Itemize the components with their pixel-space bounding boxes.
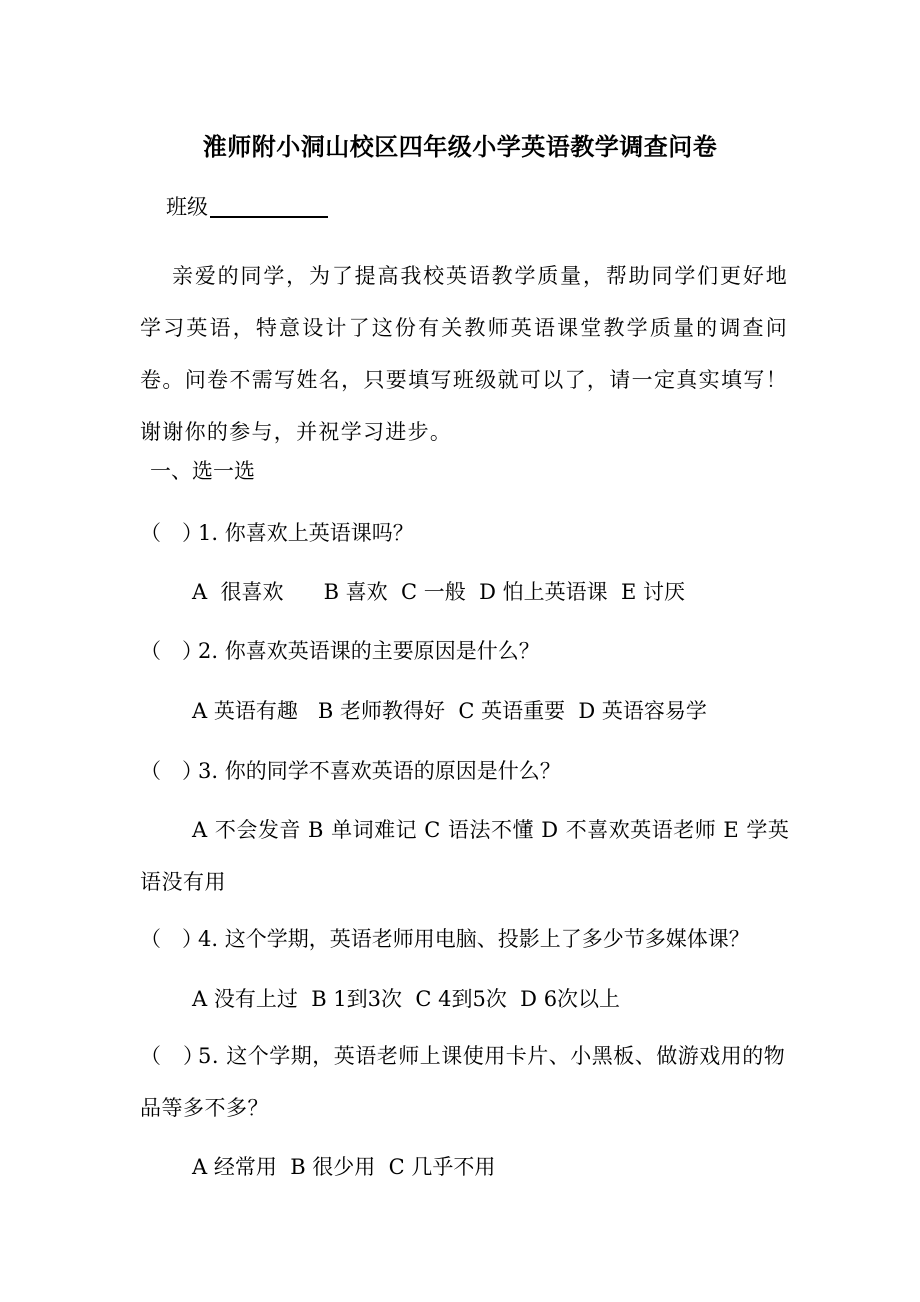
answer-blank[interactable]: （ ） [140,1044,205,1068]
question-2-options: A 英语有趣 B 老师教得好 C 英语重要 D 英语容易学 [192,699,707,723]
question-1 [140,518,414,548]
answer-blank[interactable]: （ ） [140,521,203,545]
question-text: 3. 你的同学不喜欢英语的原因是什么？ [198,759,561,783]
question-5 [140,1030,800,1134]
question-1-options: A 很喜欢 B 喜欢 C 一般 D 怕上英语课 E 讨厌 [192,580,685,604]
section-heading: 一、选一选 [150,459,255,483]
question-2 [140,636,540,666]
page-title: 淮师附小洞山校区四年级小学英语教学调查问卷 [202,132,718,161]
question-text: 2. 你喜欢英语课的主要原因是什么？ [198,639,540,663]
answer-blank[interactable]: （ ） [140,759,203,783]
question-3 [140,756,561,786]
question-4-options: A 没有上过 B 1到3次 C 4到5次 D 6次以上 [192,987,621,1011]
class-blank-line[interactable] [210,192,328,218]
question-text: 1. 你喜欢上英语课吗？ [198,521,414,545]
class-field [166,192,328,222]
question-3-options: A 不会发音 B 单词难记 C 语法不懂 D 不喜欢英语老师 E 学英语没有用 [140,818,790,894]
answer-blank[interactable]: （ ） [140,639,203,663]
class-label: 班级 [166,195,208,219]
question-text: 5. 这个学期，英语老师上课使用卡片、小黑板、做游戏用的物品等多不多？ [140,1044,786,1120]
answer-blank[interactable]: （ ） [140,927,203,951]
question-5-options: A 经常用 B 很少用 C 几乎不用 [192,1155,496,1179]
question-text: 4. 这个学期，英语老师用电脑、投影上了多少节多媒体课？ [198,927,750,951]
intro-paragraph: 亲爱的同学，为了提高我校英语教学质量，帮助同学们更好地学习英语，特意设计了这份有关教师英语课堂教学质量的调查问卷。问卷不需写姓名，只要填写班级就可以了，请一定真实填写！谢谢你的参与，并祝学习进步。 [140,264,788,444]
question-4 [140,924,750,954]
